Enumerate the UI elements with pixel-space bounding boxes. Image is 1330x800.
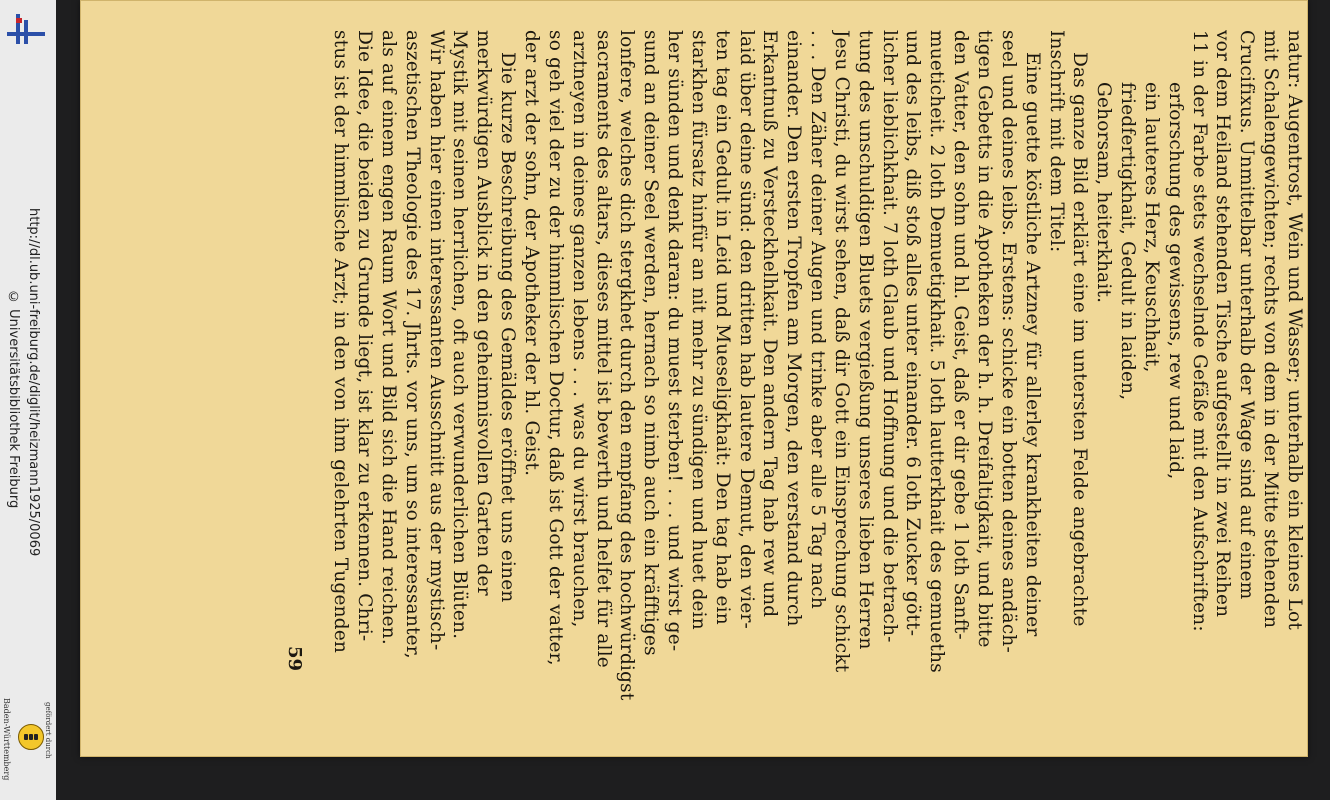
text-line: Crucifixus. Unmittelbar unterhalb der Wage sind auf einem xyxy=(1236,30,1258,600)
uni-freiburg-logo xyxy=(4,8,46,48)
text-line: laid über deine sünd: den dritten hab lautere Demut, den vier- xyxy=(735,30,757,629)
text-line: Die Idee, die beiden zu Grunde liegt, ist klar zu erkennen. Chri- xyxy=(354,30,376,642)
source-url[interactable]: http://dl.ub.uni-freiburg.de/diglit/heizmann1925/0069 xyxy=(26,208,41,557)
text-line: sacraments des altars, dieses mittel ist bewerth und helfet für alle xyxy=(592,30,614,668)
text-line: tigen Gebetts in die Apotheken der h. h. Dreifaltigkait, und bitte xyxy=(974,30,996,648)
text-line: Eine guette köstliche Artzney für allerley krankheiten deiner xyxy=(1021,52,1043,637)
text-line: Die kurze Beschreibung des Gemäldes eröffnet uns einen xyxy=(497,52,519,603)
text-line: Das ganze Bild erklärt eine im untersten Felde angebrachte xyxy=(1069,52,1091,627)
text-line: so geh viel der zu der himmlischen Doctur, daß ist Gott der vatter, xyxy=(544,30,566,666)
copyright-notice: © Universitätsbibliothek Freiburg xyxy=(6,290,21,509)
text-line: ten tag ein Gedult in Leid und Mueseligkhait: Den tag hab ein xyxy=(711,30,733,625)
state-label: Baden-Württemberg xyxy=(2,698,11,781)
text-line: den Vatter, den sohn und hl. Geist, daß er dir gebe 1 loth Sanft- xyxy=(950,30,972,640)
text-line: sund an deiner Seel werden, hernach so nimb auch ein kräfftiges xyxy=(640,30,662,656)
text-line: aszetischen Theologie des 17. Jhrts. vor uns, um so interessanter, xyxy=(401,30,423,659)
text-line: her sünden und denk daran: du muest sterben! . . . und wirst ge- xyxy=(664,30,686,652)
text-line: als auf einem engen Raum Wort und Bild sich die Hand reichen. xyxy=(377,30,399,645)
text-line: und des leibs, diß stoß alles unter einander. 6 loth Zucker gött- xyxy=(902,30,924,637)
text-line: der arzt der sohn, der Apotheker der hl. Geist. xyxy=(521,30,542,477)
text-line: mueticheit. 2 loth Demuetigkhait. 5 loth lautterkhait des gemueths xyxy=(926,30,948,673)
page-number: 59 xyxy=(284,646,305,672)
text-line: lonfere, welches dich stergkhet durch den empfang des hochwürdigst xyxy=(616,30,638,701)
viewer-sidebar xyxy=(0,0,57,800)
text-line: arztneyen in deines ganzen lebens . . . was du wirst brauchen, xyxy=(568,30,590,628)
text-line: natur: Augentrost, Wein und Wasser; unterhalb ein kleines Lot xyxy=(1284,30,1305,630)
text-line: einander. Den ersten Tropfen am Morgen, den verstand durch xyxy=(783,30,805,627)
text-line: tung des unschuldigen Bluets vergießung unseres lieben Herren xyxy=(854,30,876,650)
text-line: Wir haben hier einen interessanten Ausschnitt aus der mystisch- xyxy=(425,30,447,651)
text-line: Gehorsam, heiterkhait. xyxy=(1093,82,1115,304)
text-line: starkhen fürsatz hinfür an nit mehr zu sündigen und huet dein xyxy=(687,30,709,630)
text-line: Mystik mit seinen herrlichen, oft auch verwunderlichen Blüten. xyxy=(449,30,471,640)
text-line: mit Schalengewichten; rechts von dem in der Mitte stehenden xyxy=(1260,30,1282,629)
text-line: friedfertigkhait, Gedult in laiden, xyxy=(1117,82,1139,401)
page-text xyxy=(284,30,1306,750)
page-viewport xyxy=(80,0,1306,755)
text-line: ein lauteres Herz, Keuschhait, xyxy=(1140,82,1162,373)
text-line: Erkantnuß zu Versteckhelhkait. Den andern Tag hab rew und xyxy=(759,30,781,618)
text-line: 11 in der Farbe stets wechselnde Gefäße mit den Aufschriften: xyxy=(1188,30,1210,632)
text-line: stus ist der himmlische Arzt; in den von ihm gelehrten Tugenden xyxy=(330,30,352,654)
text-line: . . . Den Zäher deiner Augen und trinke aber alle 5 Tag nach xyxy=(807,30,829,609)
text-line: Jesu Christi, du wirst sehen, daß dir Gott ein Einsprechung schickt xyxy=(830,30,852,673)
text-line: Inschrift mit dem Titel: xyxy=(1045,30,1067,253)
text-line: seel und deines leibs. Erstens: schicke ein botten deines andäch- xyxy=(997,30,1019,653)
text-line: erforschung des gewissens, rew und laid, xyxy=(1164,82,1186,480)
text-line: vor dem Heiland stehenden Tische aufgestellt in zwei Reihen xyxy=(1212,30,1234,618)
text-line: licher lieblichkhait. 7 loth Glaub und Hoffnung und die betrach- xyxy=(878,30,900,643)
bw-coat-of-arms-icon xyxy=(18,724,44,750)
text-line: merkwürdigen Ausblick in den geheimnisvollen Garten der xyxy=(473,30,495,596)
funded-by-label: gefördert durch xyxy=(44,702,52,759)
